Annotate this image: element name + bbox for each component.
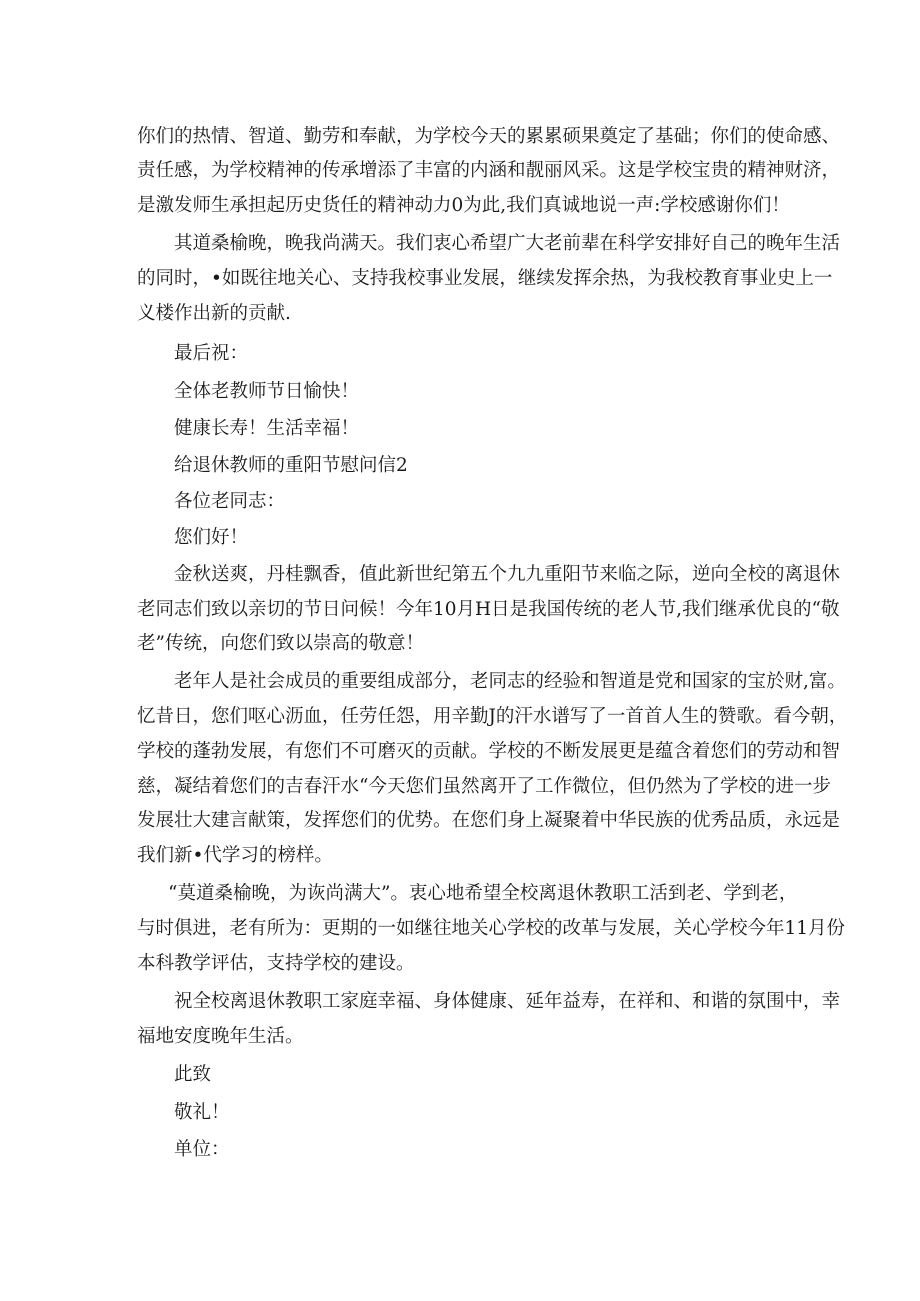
paragraph-line: 本科教学评估，支持学校的建设。 (137, 953, 415, 974)
paragraph-line: 我们新•代学习的榜样。 (137, 845, 333, 866)
paragraph-line: 你们的热情、智道、勤劳和奉献，为学校今天的累累硕果奠定了基础；你们的使命感、 (137, 126, 841, 147)
paragraph-line: 忆昔日，您们呕心沥血，任劳任怨，用辛勤J的汗水谱写了一首首人生的赞歌。看今朝， (137, 706, 848, 727)
paragraph-line: 慈，凝结着您们的吉春汗水“今天您们虽然离开了工作微位，但仍然为了学校的进一步 (137, 776, 831, 797)
paragraph-line: 学校的蓬勃发展，有您们不可磨灭的贡献。学校的不断发展更是蕴含着您们的劳动和智 (137, 741, 841, 762)
paragraph-line: 福地安度晚年生活。 (137, 1026, 304, 1047)
closing-salute: 敬礼！ (174, 1102, 230, 1123)
paragraph-line: 是激发师生承担起历史货任的精神动力0为此,我们真诚地说一声:学校感谢你们！ (137, 195, 790, 216)
paragraph-line: 义楼作出新的贡献. (137, 303, 291, 324)
closing-phrase: 此致 (174, 1064, 212, 1085)
paragraph-line: 其道桑榆晚，晚我尚满天。我们衷心希望广大老前辈在科学安排好自己的晚年生活 (174, 233, 841, 254)
paragraph-line: 老年人是社会成员的重要组成部分，老同志的经验和智道是党和国家的宝於财,富。 (174, 671, 846, 692)
greeting: 您们好！ (174, 527, 249, 548)
paragraph-line: 老同志们致以亲切的节日问候！今年10月H日是我国传统的老人节,我们继承优良的“敬 (137, 599, 840, 620)
paragraph-line: 的同时，•如既往地关心、支持我校事业发展，继续发挥余热，为我校教育事业史上一 (137, 268, 833, 289)
signature-unit: 单位： (174, 1139, 230, 1160)
wish-line: 全体老教师节日愉快！ (174, 381, 360, 402)
paragraph-line: 老”传统，向您们致以崇高的敬意！ (137, 633, 424, 654)
wish-line: 健康长寿！生活幸福！ (174, 418, 360, 439)
letter-title: 给退休教师的重阳节慰问信2 (174, 455, 408, 476)
paragraph-line: 祝全校离退休教职工家庭幸福、身体健康、延年益寿，在祥和、和谐的氛围中，幸 (174, 991, 841, 1012)
paragraph-line: 金秋送爽，丹桂飘香，值此新世纪第五个九九重阳节来临之际，逆向全校的离退休 (174, 564, 841, 585)
paragraph-line: 与时俱进，老有所为：更期的一如继往地关心学校的改革与发展，关心学校今年11月份 (137, 918, 846, 939)
salutation: 各位老同志： (174, 491, 286, 512)
paragraph-line: “莫道桑榆晚，为诙尚满大”。衷心地希望全校离退休教职工活到老、学到老， (168, 883, 798, 904)
paragraph-line: 责任感，为学校精神的传承增添了丰富的内涵和靓丽风采。这是学校宝贵的精神财济， (137, 160, 841, 181)
paragraph-line: 发展壮大建言献策，发挥您们的优势。在您们身上凝聚着中华民族的优秀品质，永远是 (137, 810, 841, 831)
closing-greeting: 最后祝： (174, 343, 249, 364)
